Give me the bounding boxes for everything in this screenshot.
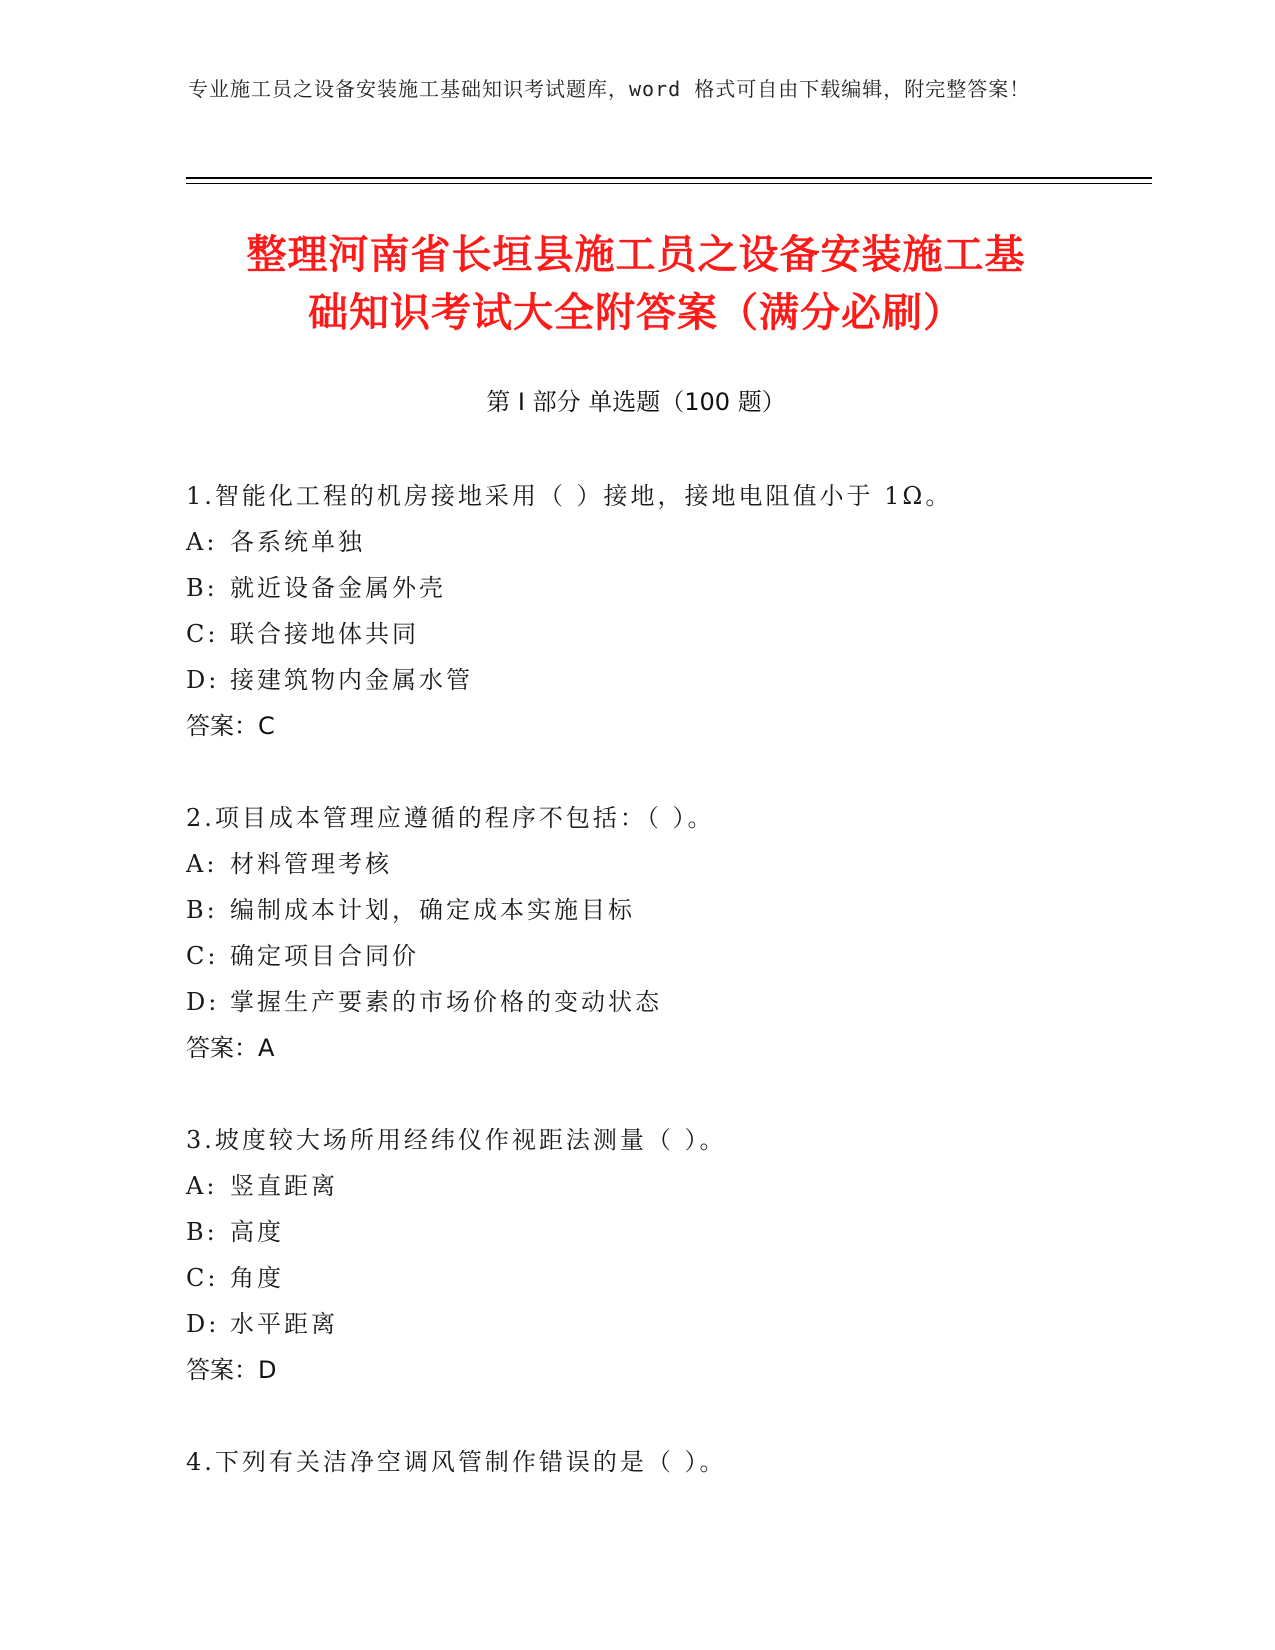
option-key: D:	[186, 988, 220, 1016]
option-d	[186, 979, 1146, 1025]
option-b	[186, 887, 1146, 933]
option-d	[186, 1301, 1146, 1347]
option-c	[186, 611, 1146, 657]
header-divider-thick	[186, 177, 1152, 179]
title-line-1: 整理河南省长垣县施工员之设备安装施工基	[246, 232, 1026, 278]
option-key: C:	[186, 1264, 219, 1292]
option-c	[186, 1255, 1146, 1301]
option-key: B:	[186, 896, 218, 924]
option-text: 接建筑物内金属水管	[230, 666, 473, 694]
question-1	[186, 473, 1146, 749]
option-text: 竖直距离	[230, 1172, 338, 1200]
title-line-2: 础知识考试大全附答案（满分必刷）	[308, 290, 964, 336]
option-key: A:	[186, 528, 218, 556]
option-key: A:	[186, 1172, 218, 1200]
option-key: C:	[186, 942, 219, 970]
document-title	[186, 226, 1086, 342]
option-text: 就近设备金属外壳	[230, 574, 446, 602]
option-key: A:	[186, 850, 218, 878]
option-key: C:	[186, 620, 219, 648]
section-title: 第 I 部分 单选题（100 题）	[486, 388, 786, 416]
header-divider-thin	[186, 183, 1152, 184]
answer: 答案：C	[186, 712, 275, 740]
option-key: D:	[186, 1310, 220, 1338]
option-text: 编制成本计划，确定成本实施目标	[230, 896, 635, 924]
option-a	[186, 519, 1146, 565]
question-text: 3.坡度较大场所用经纬仪作视距法测量（ ）。	[186, 1126, 727, 1154]
answer: 答案：A	[186, 1034, 275, 1062]
question-text: 1.智能化工程的机房接地采用（ ）接地，接地电阻值小于 1Ω。	[186, 482, 953, 510]
option-a	[186, 1163, 1146, 1209]
option-c	[186, 933, 1146, 979]
option-b	[186, 565, 1146, 611]
option-key: B:	[186, 574, 218, 602]
option-a	[186, 841, 1146, 887]
option-key: B:	[186, 1218, 218, 1246]
option-text: 掌握生产要素的市场价格的变动状态	[230, 988, 662, 1016]
option-text: 材料管理考核	[230, 850, 392, 878]
question-text: 2.项目成本管理应遵循的程序不包括：（ ）。	[186, 804, 715, 832]
question-2	[186, 795, 1146, 1071]
option-text: 各系统单独	[230, 528, 365, 556]
question-list	[186, 473, 1146, 1531]
option-text: 角度	[230, 1264, 284, 1292]
option-b	[186, 1209, 1146, 1255]
question-4	[186, 1439, 1146, 1485]
question-text: 4.下列有关洁净空调风管制作错误的是（ ）。	[186, 1448, 727, 1476]
option-text: 水平距离	[230, 1310, 338, 1338]
header-note: 专业施工员之设备安装施工基础知识考试题库，word 格式可自由下载编辑，附完整答案！	[188, 77, 1031, 101]
question-3	[186, 1117, 1146, 1393]
option-key: D:	[186, 666, 220, 694]
option-text: 确定项目合同价	[230, 942, 419, 970]
option-text: 联合接地体共同	[230, 620, 419, 648]
option-text: 高度	[230, 1218, 284, 1246]
answer: 答案：D	[186, 1356, 277, 1384]
option-d	[186, 657, 1146, 703]
